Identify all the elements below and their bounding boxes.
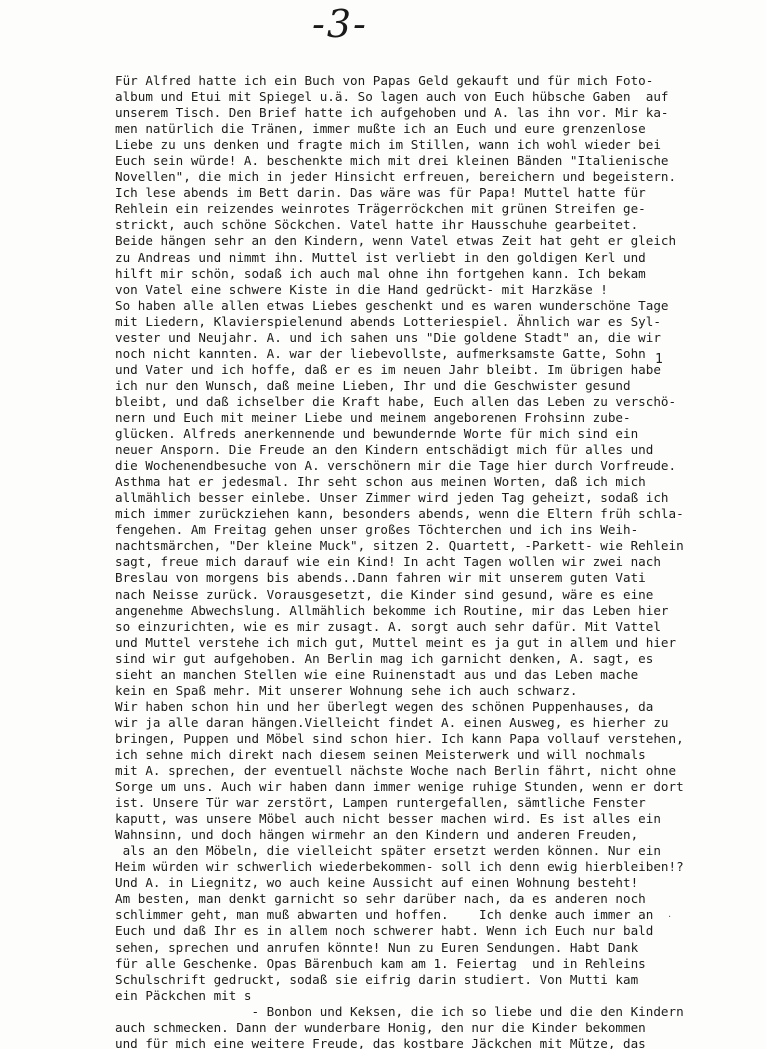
text-line: schlimmer geht, man muß abwarten und hoffen. Ich denke auch immer an bbox=[115, 907, 654, 923]
text-line: nach Neisse zurück. Vorausgesetzt, die Kinder sind gesund, wäre es eine bbox=[115, 586, 654, 602]
page-number: -3- bbox=[312, 2, 368, 46]
text-line: men natürlich die Tränen, immer mußte ich an Euch und eure grenzenlose bbox=[115, 121, 646, 137]
text-line: ich sehne mich direkt nach diesem seinen Meisterwerk und will nochmals bbox=[115, 746, 646, 762]
text-line: Am besten, man denkt garnicht so sehr darüber nach, da es anderen noch bbox=[115, 891, 646, 907]
text-line: Wahnsinn, und doch hängen wirmehr an den Kindern und anderen Freuden, bbox=[115, 827, 639, 843]
text-line: hilft mir schön, sodaß ich auch mal ohne ihn fortgehen kann. Ich bekam bbox=[115, 265, 646, 281]
text-line: wir ja alle daran hängen.Vielleicht findet A. einen Ausweg, es hierher zu bbox=[115, 714, 669, 730]
typed-letter-body bbox=[115, 73, 765, 1049]
text-line: ein Päckchen mit s bbox=[115, 987, 252, 1003]
text-line: - Bonbon und Keksen, die ich so liebe und die den Kindern bbox=[115, 1003, 684, 1019]
text-line: sieht an manchen Stellen wie eine Ruinenstadt aus und das Leben mache bbox=[115, 666, 639, 682]
text-line: Euch sein würde! A. beschenkte mich mit drei kleinen Bänden "Italienische bbox=[115, 153, 669, 169]
text-line: als an den Möbeln, die vielleicht später ersetzt werden können. Nur ein bbox=[115, 843, 661, 859]
text-line: Euch und daß Ihr es in allem noch schwerer habt. Wenn ich Euch nur bald bbox=[115, 923, 654, 939]
text-line: von Vatel eine schwere Kiste in die Hand gedrückt- mit Harzkäse ! bbox=[115, 281, 608, 297]
text-line: ist. Unsere Tür war zerstört, Lampen runtergefallen, sämtliche Fenster bbox=[115, 795, 646, 811]
text-line: noch nicht kannten. A. war der liebevollste, aufmerksamste Gatte, Sohn bbox=[115, 345, 646, 361]
text-line: Rehlein ein reizendes weinrotes Trägerröckchen mit grünen Streifen ge- bbox=[115, 201, 646, 217]
text-line: sagt, freue mich darauf wie ein Kind! In acht Tagen wollen wir zwei nach bbox=[115, 554, 661, 570]
text-line: unserem Tisch. Den Brief hatte ich aufgehoben und A. las ihn vor. Mir ka- bbox=[115, 105, 669, 121]
text-line: Asthma hat er jedesmal. Ihr seht schon aus meinen Worten, daß ich mich bbox=[115, 474, 646, 490]
text-line: Novellen", die mich in jeder Hinsicht erfreuen, bereichern und begeistern. bbox=[115, 169, 677, 185]
text-line: mit A. sprechen, der eventuell nächste Woche nach Berlin fährt, nicht ohne bbox=[115, 763, 677, 779]
text-line: mich immer zurückziehen kann, besonders abends, wenn die Eltern früh schla- bbox=[115, 506, 684, 522]
text-line: strickt, auch schöne Söckchen. Vatel hatte ihr Hausschuhe gearbeitet. bbox=[115, 217, 639, 233]
text-line: kein en Spaß mehr. Mit unserer Wohnung sehe ich auch schwarz. bbox=[115, 682, 578, 698]
text-line: nern und Euch mit meiner Liebe und meinem angeborenen Frohsinn zube- bbox=[115, 409, 631, 425]
text-line: so einzurichten, wie es mir zusagt. A. sorgt auch sehr dafür. Mit Vattel bbox=[115, 618, 661, 634]
text-line: vester und Neujahr. A. und ich sahen uns "Die goldene Stadt" an, die wir bbox=[115, 329, 661, 345]
text-line: und Muttel verstehe ich mich gut, Muttel meint es ja gut in allem und hier bbox=[115, 634, 677, 650]
text-line: neuer Ansporn. Die Freude an den Kindern entschädigt mich für alles und bbox=[115, 442, 654, 458]
footnote-marker: 1 bbox=[655, 352, 663, 367]
text-line: Breslau von morgens bis abends..Dann fahren wir mit unserem guten Vati bbox=[115, 570, 646, 586]
text-line: ich nur den Wunsch, daß meine Lieben, Ihr und die Geschwister gesund bbox=[115, 377, 631, 393]
text-line: angenehme Abwechslung. Allmählich bekomme ich Routine, mir das Leben hier bbox=[115, 602, 669, 618]
text-line: sind wir gut aufgehoben. An Berlin mag ich garnicht denken, A. sagt, es bbox=[115, 650, 654, 666]
text-line: Beide hängen sehr an den Kindern, wenn Vatel etwas Zeit hat geht er gleich bbox=[115, 233, 677, 249]
text-line: Ich lese abends im Bett darin. Das wäre was für Papa! Muttel hatte für bbox=[115, 185, 646, 201]
margin-mark: · bbox=[668, 912, 672, 923]
text-line: für alle Geschenke. Opas Bärenbuch kam am 1. Feiertag und in Rehleins bbox=[115, 955, 646, 971]
text-line: Heim würden wir schwerlich wiederbekommen- soll ich denn ewig hierbleiben!? bbox=[115, 859, 684, 875]
text-line: mit Liedern, Klavierspielenund abends Lotteriespiel. Ähnlich war es Syl- bbox=[115, 313, 661, 329]
text-line: die Wochenendbesuche von A. verschönern mir die Tage hier durch Vorfreude. bbox=[115, 458, 677, 474]
text-line: und für mich eine weitere Freude, das kostbare Jäckchen mit Mütze, das bbox=[115, 1035, 646, 1049]
text-line: zu Andreas und nimmt ihn. Muttel ist verliebt in den goldigen Kerl und bbox=[115, 249, 646, 265]
text-line: allmählich besser einlebe. Unser Zimmer wird jeden Tag geheizt, sodaß ich bbox=[115, 490, 669, 506]
text-line: Und A. in Liegnitz, wo auch keine Aussicht auf einen Wohnung besteht! bbox=[115, 875, 639, 891]
text-line: album und Etui mit Spiegel u.ä. So lagen auch von Euch hübsche Gaben auf bbox=[115, 89, 669, 105]
text-line: auch schmecken. Dann der wunderbare Honig, den nur die Kinder bekommen bbox=[115, 1019, 646, 1035]
text-line: Sorge um uns. Auch wir haben dann immer wenige ruhige Stunden, wenn er dort bbox=[115, 779, 684, 795]
text-line: Schulschrift gedruckt, sodaß sie eifrig darin studiert. Von Mutti kam bbox=[115, 971, 639, 987]
text-line: und Vater und ich hoffe, daß er es im neuen Jahr bleibt. Im übrigen habe bbox=[115, 361, 661, 377]
text-line: nachtsmärchen, "Der kleine Muck", sitzen 2. Quartett, -Parkett- wie Rehlein bbox=[115, 538, 684, 554]
text-line: bleibt, und daß ichselber die Kraft habe, Euch allen das Leben zu verschö- bbox=[115, 393, 677, 409]
text-line: Für Alfred hatte ich ein Buch von Papas Geld gekauft und für mich Foto- bbox=[115, 73, 654, 88]
text-line: Liebe zu uns denken und fragte mich im Stillen, wann ich wohl wieder bei bbox=[115, 137, 661, 153]
text-line: glücken. Alfreds anerkennende und bewundernde Worte für mich sind ein bbox=[115, 426, 639, 442]
text-line: bringen, Puppen und Möbel sind schon hier. Ich kann Papa vollauf verstehen, bbox=[115, 730, 684, 746]
text-line: kaputt, was unsere Möbel auch nicht besser machen wird. Es ist alles ein bbox=[115, 811, 661, 827]
text-line: fengehen. Am Freitag gehen unser großes Töchterchen und ich ins Weih- bbox=[115, 522, 639, 538]
text-line: So haben alle allen etwas Liebes geschenkt und es waren wunderschöne Tage bbox=[115, 297, 669, 313]
text-line: Wir haben schon hin und her überlegt wegen des schönen Puppenhauses, da bbox=[115, 698, 654, 714]
text-line: sehen, sprechen und anrufen könnte! Nun zu Euren Sendungen. Habt Dank bbox=[115, 939, 639, 955]
